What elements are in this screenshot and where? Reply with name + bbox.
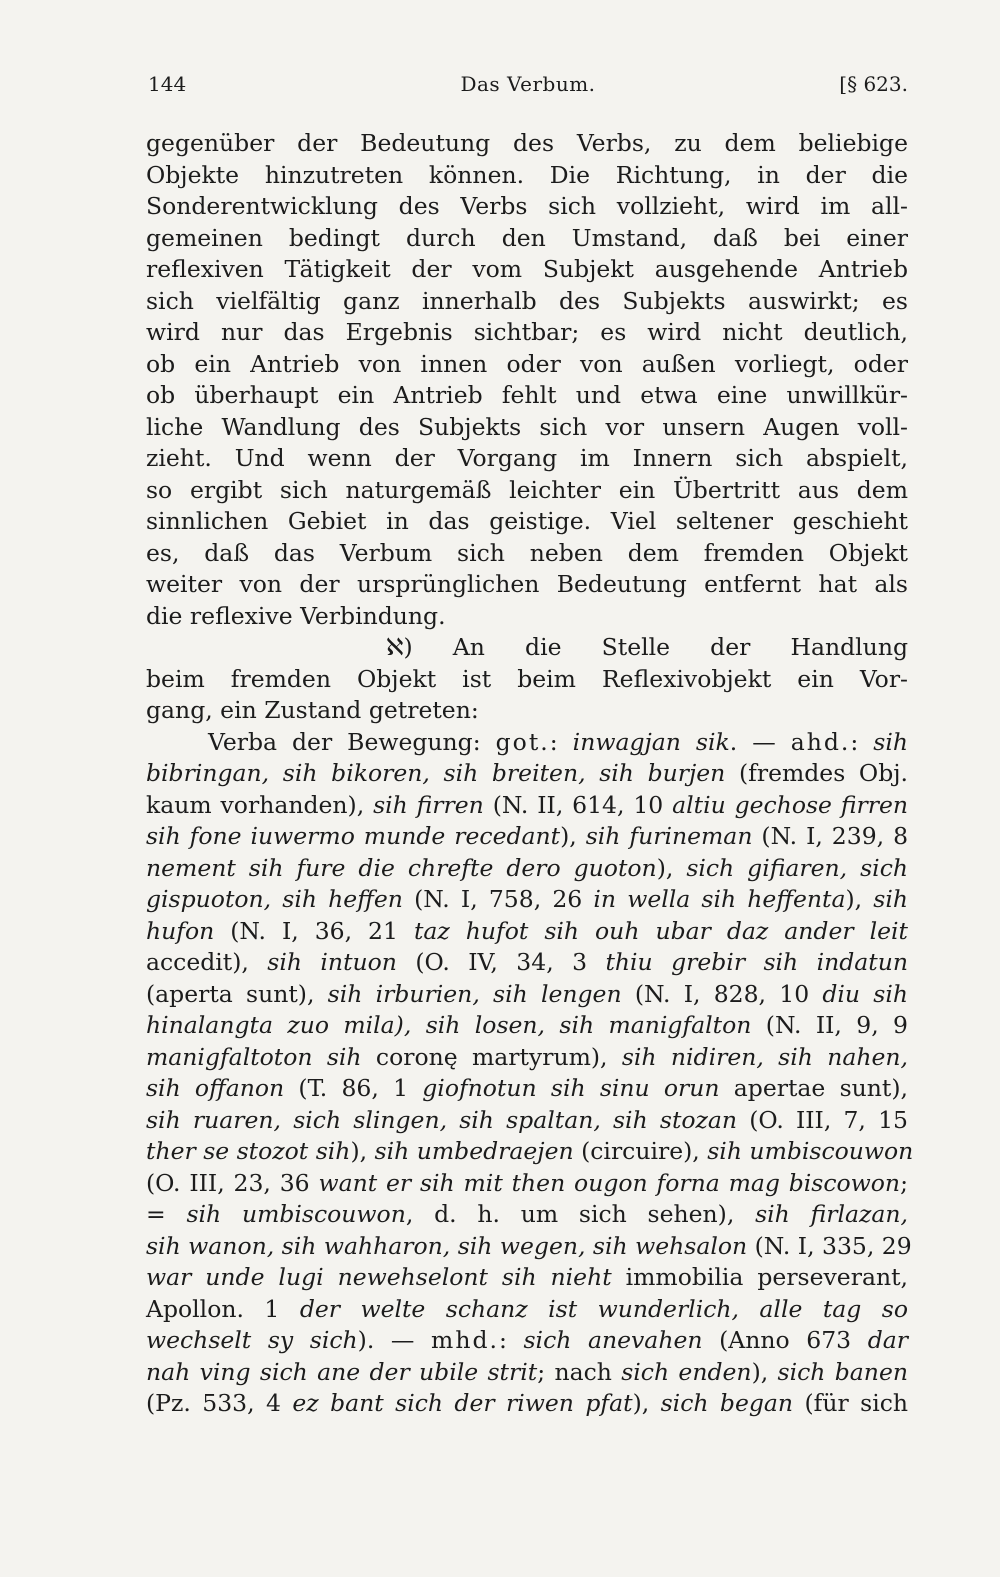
- text-run: apertae sunt),: [719, 1074, 908, 1102]
- text-line: gegenüber der Bedeutung des Verbs, zu dem beliebige: [146, 129, 908, 157]
- text-line: [146, 1105, 908, 1137]
- text-line: die reflexive Verbindung.: [146, 601, 446, 630]
- italic-run: sich banen: [777, 1357, 908, 1386]
- italic-run: sih: [873, 727, 908, 756]
- text-line: [146, 1199, 908, 1231]
- text-run: coronę martyrum),: [361, 1042, 622, 1071]
- text-line: ob ein Antrieb von innen oder von außen vorliegt, oder: [146, 349, 908, 378]
- italic-run: altiu gechose firren: [672, 790, 909, 819]
- italic-run: nah ving sich ane der ubile strit: [146, 1357, 538, 1386]
- language-label: got.: [495, 727, 550, 756]
- text-run: Verba der Bewegung:: [208, 727, 496, 756]
- text-line: sich vielfältig ganz innerhalb des Subjekts auswirkt; es: [146, 286, 908, 315]
- text-run: (circuire),: [573, 1137, 708, 1165]
- text-run: kaum vorhanden),: [146, 790, 374, 819]
- text-line: Objekte hinzutreten können. Die Richtung, in der die: [146, 160, 908, 189]
- text-run: :: [850, 727, 874, 756]
- text-line: weiter von der ursprünglichen Bedeutung entfernt hat als: [146, 570, 908, 598]
- body-text: [146, 128, 914, 1420]
- text-line: [146, 1262, 908, 1294]
- italic-run: bibringan, sih bikoren, sih breiten, sih burjen: [146, 759, 726, 787]
- text-line: [146, 884, 908, 916]
- text-line: [146, 947, 908, 979]
- text-line: [146, 1042, 908, 1074]
- text-line: [146, 853, 908, 885]
- text-line: [146, 790, 908, 822]
- text-line: reflexiven Tätigkeit der vom Subjekt ausgehende Antrieb: [146, 255, 908, 283]
- text-line: es, daß das Verbum sich neben dem fremden Objekt: [146, 538, 908, 567]
- italic-run: sih intuon: [267, 948, 397, 976]
- text-line: ob überhaupt ein Antrieb fehlt und etwa eine unwillkür-: [146, 381, 908, 409]
- text-run: (N. I, 239, 8: [752, 822, 909, 850]
- subsection-heading: ℵ) An die Stelle der Handlung: [386, 633, 908, 661]
- italic-run: sih irburien, sih lengen: [327, 979, 622, 1008]
- text-line: beim fremden Objekt ist beim Reflexivobjekt ein Vor-: [146, 664, 908, 693]
- italic-run: manigfaltoton sih: [146, 1042, 362, 1071]
- text-run: . —: [729, 727, 791, 756]
- text-line: [146, 1010, 908, 1042]
- italic-run: ther se stozot sih: [146, 1137, 351, 1165]
- section-number: [§ 623.: [839, 72, 908, 96]
- text-run: ),: [751, 1357, 778, 1386]
- text-run: (N. I, 36, 21: [214, 916, 414, 945]
- italic-run: sih furineman: [585, 822, 753, 850]
- italic-run: sih fone iuwermo munde recedant: [146, 822, 561, 850]
- text-run: (Pz. 533, 4: [146, 1389, 293, 1417]
- text-run: immobilia perseverant,: [611, 1263, 908, 1291]
- italic-run: sih umbiscouwon: [186, 1200, 406, 1228]
- text-run: ),: [350, 1137, 375, 1165]
- italic-run: sih: [873, 885, 909, 913]
- text-line: zieht. Und wenn der Vorgang im Innern sich abspielt,: [146, 444, 908, 472]
- italic-run: sich anevahen: [523, 1326, 703, 1354]
- italic-run: giofnotun sih sinu orun: [422, 1074, 720, 1102]
- italic-run: wechselt sy sich: [146, 1326, 358, 1354]
- text-run: (N. II, 9, 9: [751, 1011, 908, 1039]
- text-run: (für sich: [793, 1389, 909, 1417]
- text-line: [146, 1294, 908, 1326]
- text-line: [146, 979, 908, 1011]
- page-number: 144: [148, 72, 187, 96]
- italic-run: inwagjan sik: [572, 727, 730, 756]
- text-line: [146, 1388, 908, 1420]
- italic-run: sich enden: [621, 1357, 752, 1386]
- italic-run: taz hufot sih ouh ubar daz ander leit: [413, 916, 908, 945]
- italic-run: sih firren: [373, 790, 484, 819]
- text-run: accedit),: [146, 948, 268, 976]
- text-line: gemeinen bedingt durch den Umstand, daß bei einer: [146, 223, 908, 252]
- text-run: ),: [560, 822, 586, 850]
- text-run: (N. I, 335, 29: [747, 1231, 912, 1260]
- italic-run: gispuoton, sih heffen: [146, 885, 403, 913]
- text-line: liche Wandlung des Subjekts sich vor unsern Augen voll-: [146, 412, 908, 441]
- italic-run: war unde lugi newehselont sih nieht: [146, 1263, 612, 1291]
- text-line: [146, 1231, 912, 1263]
- italic-run: sich gifiaren, sich: [686, 853, 908, 882]
- text-run: ),: [656, 853, 687, 882]
- text-line: wird nur das Ergebnis sichtbar; es wird nicht deutlich,: [146, 318, 908, 346]
- text-run: ),: [845, 885, 874, 913]
- text-line: gang, ein Zustand getreten:: [146, 696, 479, 724]
- italic-run: dar: [867, 1326, 909, 1354]
- italic-run: nement sih fure die chrefte dero guoton: [146, 853, 657, 882]
- text-run: (aperta sunt),: [146, 979, 328, 1008]
- text-run: (O. III, 23, 36: [146, 1168, 319, 1197]
- italic-run: sih firlazan,: [755, 1200, 909, 1228]
- text-run: (N. I, 828, 10: [621, 979, 823, 1008]
- text-run: , d. h. um sich sehen),: [405, 1200, 756, 1228]
- text-run: (O. IV, 34, 3: [396, 948, 606, 976]
- text-line: [146, 916, 908, 948]
- italic-run: sih umbedraejen: [374, 1137, 574, 1165]
- language-label: ahd.: [790, 727, 851, 756]
- running-header: [148, 72, 908, 102]
- text-run: :: [498, 1326, 524, 1354]
- text-line: Sonderentwicklung des Verbs sich vollzieht, wird im all-: [146, 192, 908, 220]
- italic-run: sih wanon, sih wahharon, sih wegen, sih wehsalon: [146, 1231, 748, 1260]
- italic-run: sih ruaren, sich slingen, sih spaltan, sih stozan: [146, 1105, 738, 1134]
- italic-run: thiu grebir sih indatun: [605, 948, 908, 976]
- text-run: (O. III, 7, 15: [737, 1105, 908, 1134]
- text-run: (T. 86, 1: [284, 1074, 423, 1102]
- text-run: ;: [900, 1168, 908, 1197]
- italic-run: sich began: [660, 1389, 794, 1417]
- text-run: (fremdes Obj.: [725, 759, 908, 787]
- text-line: [146, 727, 908, 759]
- italic-run: want er sih mit then ougon forna mag biscowon: [318, 1168, 901, 1197]
- text-line: [146, 1136, 914, 1168]
- text-line: [146, 1325, 908, 1357]
- text-run: ),: [632, 1389, 661, 1417]
- text-line: [146, 821, 908, 853]
- italic-run: der welte schanz ist wunderlich, alle tag so: [299, 1294, 908, 1323]
- italic-run: sih umbiscouwon: [707, 1137, 914, 1165]
- language-label: mhd.: [431, 1326, 499, 1354]
- text-run: ; nach: [537, 1357, 622, 1386]
- text-line: [146, 1357, 908, 1389]
- text-run: =: [146, 1200, 187, 1228]
- italic-run: ez bant sich der riwen pfat: [292, 1389, 633, 1417]
- italic-run: sih nidiren, sih nahen,: [621, 1042, 908, 1071]
- italic-run: diu sih: [822, 979, 908, 1008]
- italic-run: in wella sih heffenta: [593, 885, 846, 913]
- running-title: Das Verbum.: [460, 72, 596, 96]
- text-run: Apollon. 1: [146, 1294, 300, 1323]
- italic-run: sih offanon: [146, 1074, 285, 1102]
- text-line: [146, 1073, 908, 1105]
- text-line: so ergibt sich naturgemäß leichter ein Übertritt aus dem: [146, 475, 908, 504]
- text-line: sinnlichen Gebiet in das geistige. Viel seltener geschieht: [146, 507, 908, 535]
- text-line: [146, 758, 908, 790]
- italic-run: hinalangta zuo mila), sih losen, sih manigfalton: [146, 1011, 752, 1039]
- text-line: [146, 1168, 908, 1200]
- italic-run: hufon: [146, 916, 215, 945]
- text-run: (N. I, 758, 26: [402, 885, 594, 913]
- text-run: (N. II, 614, 10: [483, 790, 673, 819]
- text-run: (Anno 673: [702, 1326, 868, 1354]
- text-run: ). —: [357, 1326, 432, 1354]
- text-run: :: [549, 727, 573, 756]
